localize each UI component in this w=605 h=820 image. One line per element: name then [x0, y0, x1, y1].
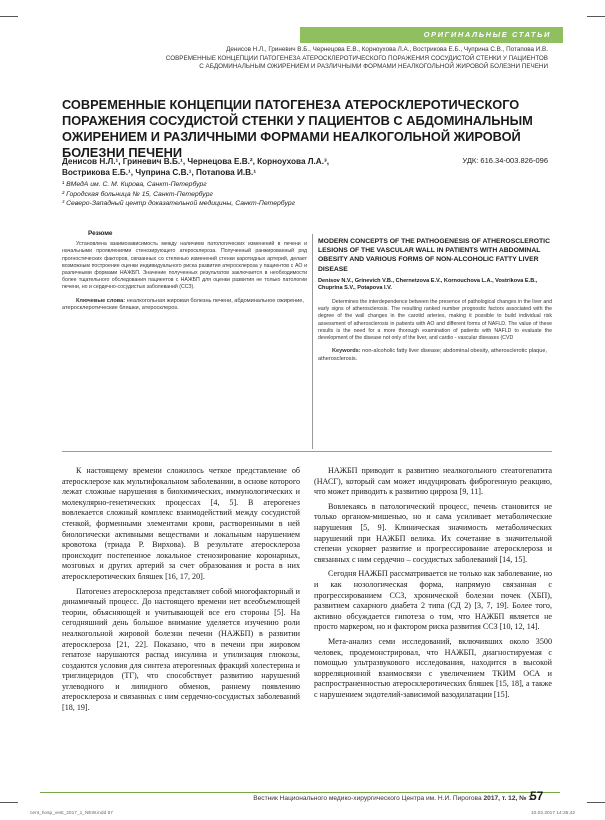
paragraph: НАЖБП приводит к развитию неалкогольного стеатогепатита (НАСГ), который сам может индуцировать фиброгенную реакцию, что может приводить к развитию цирроза [9, 11]. [314, 466, 552, 497]
paragraph: Мета-анализ семи исследований, включивших около 3500 человек, продемонстрировал, что НАЖБП, диагностируемая с помощью ультразвукового исследования, находится в высокой корреляционной взаимосвязи с увеличением ТКИМ ОСА и распространенностью атеросклеротических бляшек [15, 18], а также с нарушением эндотелий-зависимой вазодилатации [15]. [314, 636, 552, 699]
crop-mark [587, 16, 605, 17]
running-head-authors: Денисов Н.Л., Гриневич В.Б., Чернецова Е.В., Корноухова Л.А., Вострикова Е.Б., Чуприна С.В., Потапова И.В. [226, 46, 548, 53]
paragraph: Вовлекаясь в патологический процесс, печень становится не только органом-мишенью, но и сама усиливает метаболические нарушения [5, 9]. Клиническая значимость метаболических нарушений при НАЖБП велика. Их сочетание в значительной степени ускоряет развитие и прогрессирование атеросклероза и связанных с ним сердечно – сосудистых заболеваний [14, 15]. [314, 501, 552, 564]
footer [62, 795, 532, 802]
english-authors: Denisov N.V., Grinevich V.B., Chernetzova E.V., Kornouchova L.A., Vostrikova E.B., Chuprina S.V., Potapova I.V. [318, 277, 538, 292]
article-title: СОВРЕМЕННЫЕ КОНЦЕПЦИИ ПАТОГЕНЕЗА АТЕРОСКЛЕРОТИЧЕСКОГО ПОРАЖЕНИЯ СОСУДИСТОЙ СТЕНКИ У ПАЦИЕНТОВ С АБДОМИНАЛЬНЫМ ОЖИРЕНИЕМ И РАЗЛИЧНЫМИ ФОРМАМИ НЕАЛКОГОЛЬНОЙ ЖИРОВОЙ БОЛЕЗНИ ПЕЧЕНИ [62, 97, 533, 160]
section-divider [62, 451, 552, 452]
affiliation: ¹ ВМедА им. С. М. Кирова, Санкт-Петербург [62, 181, 207, 188]
paragraph: К настоящему времени сложилось четкое представление об атеросклерозе как мультифокальном заболевании, в основе которого лежат сложные нарушения в биохимических, иммунологических и молекулярно-генетических процессах [4, 5]. В атерогенез вовлекается сложный комплекс взаимодействий между сосудистой стенкой, форменными элементами крови, растворенными в ней биологически активными веществами и локальным нарушением кровотока (триада Р. Вирхова). В результате атеросклероза происходит постепенное локальное стенозирование коронарных, мозговых и других артерий за счет образования и роста в них атеросклеротических бляшек [16, 17, 20]. [62, 466, 300, 581]
author-line: Вострикова Е.Б.¹, Чуприна С.В.¹, Потапова И.В.¹ [62, 168, 257, 177]
keywords-label: Ключевые слова: [76, 297, 126, 304]
author-list [62, 156, 392, 178]
english-keywords [318, 348, 552, 363]
print-imprint [30, 811, 575, 816]
english-abstract-body: Determines the interdependence between the presence of pathological changes in the liver and early signs of atherosclerosis. The resulting ranked number prognostic factors associated with the degree of the wall changes in the carotid arteries, making it possible to build individual risk assessment of atherosclerosis in patients with AO and different forms of NAFLD. The value of these results is the need for a more thorough examination of patients with NAFLD to evaluate the development of the disease not only of the liver, and cardio - vascular diseases (CVD [318, 299, 552, 342]
abstract-keywords [62, 298, 307, 313]
body-column-right [314, 466, 552, 704]
affiliations [62, 180, 392, 209]
affiliation: ³ Северо-Западный центр доказательной медицины, Санкт-Петербург [62, 200, 295, 208]
abstract-divider [312, 234, 313, 449]
paragraph: Сегодня НАЖБП рассматривается не только как заболевание, но и как нозологическая форма, напрямую связанная с прогрессированием ССЗ, хронической болезни почек (ХБП), развитием сахарного диабета 2 типа (СД 2) [3, 7, 19]. Более того, активно обсуждается гипотеза о том, что НАЖБП является не просто маркером, но и фактором риска развития ССЗ [10, 12, 14]. [314, 569, 552, 632]
page-number: 57 [530, 789, 544, 803]
footer-rule [40, 792, 560, 793]
affiliation: ² Городская больница № 15, Санкт-Петербург [62, 190, 213, 198]
author-line: Денисов Н.Л.¹, Гриневич В.Б.¹, Чернецова Е.В.², Корноухова Л.А.³, [62, 157, 329, 166]
keywords-text: неалкогольная жировая болезнь печени, абдоминальное ожирение, атеросклеротические бляшки, атеросклероз. [62, 297, 304, 312]
journal-issue: 2017, т. 12, № 1 [483, 795, 532, 802]
running-head-title-line: СОВРЕМЕННЫЕ КОНЦЕПЦИИ ПАТОГЕНЕЗА АТЕРОСКЛЕРОТИЧЕСКОГО ПОРАЖЕНИЯ СОСУДИСТОЙ СТЕНКИ У ПАЦИЕНТОВ [165, 54, 548, 62]
abstract-heading: Резюме [88, 230, 113, 237]
journal-name: Вестник Национального медико-хирургического Центра им. Н.И. Пирогова [253, 795, 482, 802]
paragraph: Патогенез атеросклероза представляет собой многофакторный и динамичный процесс. До настоящего времени нет всеобъемлющей теории, объясняющей и учитывающей все его стороны [5]. На сегодняшний день большое внимание уделяется изучению роли неалкогольной жировой болезни печени (НАЖБП) в развитии атеросклероза [21, 22]. Показано, что в печени при жировом гепатозе нарушаются распад инсулина и утилизация глюкозы, создаются условия для синтеза атерогенных фракций холестерина и триглицеридов (ТГ), что способствует развитию нарушений углеводного и липидного обменов, раннему появлению атеросклероза и связанных с ним сердечно-сосудистых заболеваний [18, 19]. [62, 586, 300, 713]
english-title: MODERN CONCEPTS OF THE PATHOGENESIS OF ATHEROSCLEROTIC LESIONS OF THE VASCULAR WALL IN PATIENTS WITH ABDOMINAL OBESITY AND VARIOUS FORMS OF NON-ALCOHOLIC FATTY LIVER DISEASE [318, 238, 550, 273]
keywords-text: non-alcoholic fatty liver disease; abdominal obesity, atherosclerotic plaque, atherosclerosis. [318, 348, 548, 362]
crop-mark [0, 16, 18, 17]
keywords-label: Keywords: [332, 348, 361, 355]
crop-mark [587, 802, 605, 803]
running-head-title-line: С АБДОМИНАЛЬНЫМ ОЖИРЕНИЕМ И РАЗЛИЧНЫМИ ФОРМАМИ НЕАЛКОГОЛЬНОЙ ЖИРОВОЙ БОЛЕЗНИ ПЕЧЕНИ [199, 63, 548, 71]
crop-mark [0, 802, 18, 803]
udk-code: УДК: 616.34-003.826-096 [462, 156, 548, 165]
abstract-en [318, 237, 552, 363]
imprint-date: 10.02.2017 14:35:42 [530, 811, 575, 816]
running-head [30, 46, 548, 72]
section-label: ОРИГИНАЛЬНЫЕ СТАТЬИ [300, 27, 563, 43]
body-column-left [62, 466, 300, 718]
abstract-body: Установлена взаимозависимость между наличием патологических изменений в печени и начальными проявлениями стенозирующего атеросклероза. Полученный ранжированный ряд прогностических факторов, связанных со степенью изменений стенки каротидных артерий, делает возможным построение оценки индивидуального риска развития атеросклероза у пациентов с АО и различными формами НАЖБП. Значение полученных результатов заключается в необходимости более тщательного обследования пациентов с НАЖБП для оценки развития не только патологии печени, но и сердечно-сосудистых заболеваний (ССЗ). [62, 241, 307, 291]
imprint-file: cent_hosp_vest_2017_1_NEW.indd 57 [30, 811, 113, 816]
abstract-ru [62, 230, 307, 313]
